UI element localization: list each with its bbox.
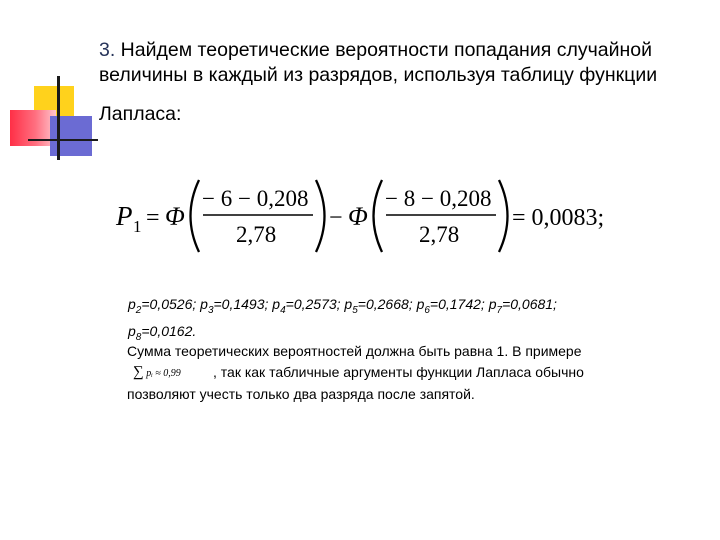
formula-p-index: 1 bbox=[133, 217, 142, 236]
heading-line-1 bbox=[99, 38, 709, 63]
prob-p8: $p_8=0,0162$. bbox=[128, 322, 197, 343]
formula-numerator-2: − 8 − 0,208 bbox=[385, 186, 492, 211]
formula-paren-close-2 bbox=[499, 180, 508, 252]
formula-paren-open-2 bbox=[374, 180, 383, 252]
formula-numerator-1: − 6 − 0,208 bbox=[202, 186, 309, 211]
note-line-2: , так как табличные аргументы функции Лапласа обычно bbox=[213, 364, 584, 380]
formula-p-symbol: P bbox=[116, 201, 133, 231]
sum-sigma: ∑ bbox=[133, 364, 144, 381]
formula-denominator-1: 2,78 bbox=[236, 222, 277, 247]
formula-minus: − bbox=[329, 205, 343, 231]
formula-paren-open-1 bbox=[191, 180, 200, 252]
formula-graphic bbox=[106, 176, 646, 256]
formula-denominator-2: 2,78 bbox=[419, 222, 460, 247]
formula-phi-2: Φ bbox=[348, 202, 368, 231]
slide-heading bbox=[99, 38, 709, 127]
formula-equals: = bbox=[146, 205, 160, 231]
note-line-3: позволяют учесть только два разряда после запятой. bbox=[127, 386, 475, 403]
prob-p2: $p_2=0,0526$; bbox=[128, 296, 197, 316]
heading-number: 3. bbox=[99, 39, 116, 61]
sum-formula bbox=[127, 362, 213, 384]
decor-vertical-line bbox=[57, 76, 60, 160]
heading-line-1-text: Найдем теоретические вероятности попадания случайной bbox=[115, 39, 652, 61]
formula-result: = 0,0083; bbox=[512, 205, 605, 231]
decor-horizontal-line bbox=[28, 139, 98, 141]
sum-expression: pᵢ ≈ 0,99 bbox=[146, 368, 181, 380]
probability-list bbox=[128, 294, 688, 348]
formula-phi-1: Φ bbox=[165, 202, 185, 231]
sum-note bbox=[127, 341, 687, 405]
heading-line-2: величины в каждый из разрядов, используя таблицу функции bbox=[99, 64, 658, 86]
heading-line-3: Лапласа: bbox=[99, 103, 182, 125]
prob-p7: $p_7=0,0681$; bbox=[488, 296, 557, 316]
prob-p4: $p_4=0,2573$; bbox=[272, 296, 341, 316]
prob-p6: $p_6=0,1742$; bbox=[416, 296, 485, 316]
formula-paren-close-1 bbox=[316, 180, 325, 252]
note-line-1: Сумма теоретических вероятностей должна быть равна 1. В примере bbox=[127, 343, 582, 359]
probability-formula bbox=[106, 176, 646, 256]
prob-p5: $p_5=0,2668$; bbox=[344, 296, 413, 316]
prob-p3: $p_3=0,1493$; bbox=[200, 296, 269, 316]
